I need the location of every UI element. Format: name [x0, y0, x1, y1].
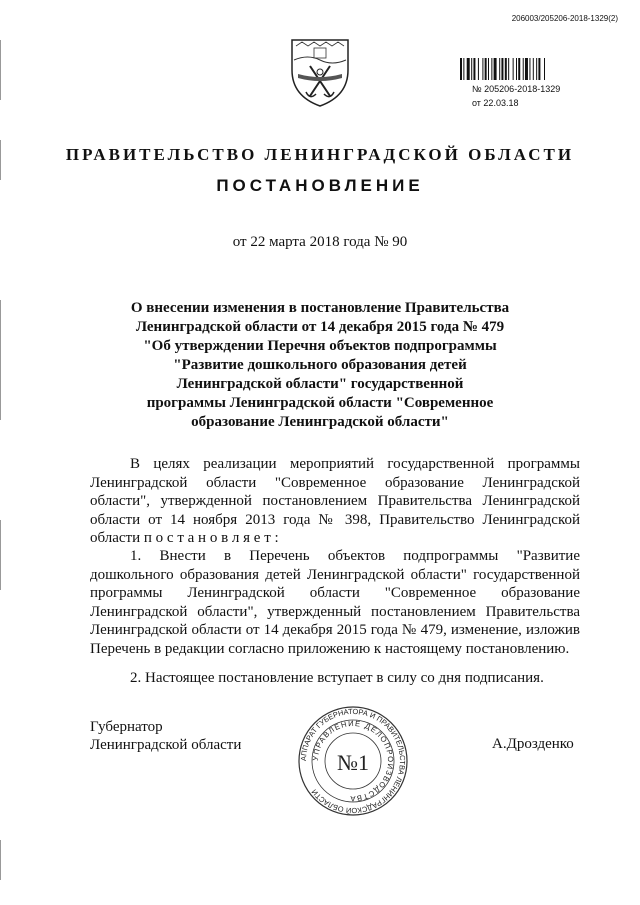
- registration-number: № 205206-2018-1329: [472, 84, 561, 94]
- government-title: ПРАВИТЕЛЬСТВО ЛЕНИНГРАДСКОЙ ОБЛАСТИ: [65, 145, 575, 164]
- subject-line: "Об утверждении Перечня объектов подпрограммы: [143, 338, 497, 354]
- official-stamp: [297, 705, 409, 817]
- resolution-item-1: 1. Внести в Перечень объектов подпрограммы "Развитие дошкольного образования детей Ленинградской области" государственной программы Ленинградской области "Современное образование Ленинградской области", утвержденный постановлением Правительства Ленинградской области от 14 декабря 2015 года № 479, изменение, изложив Перечень в редакции согласно приложению к настоящему постановлению.: [90, 548, 580, 657]
- stamp-number: №1: [337, 750, 369, 775]
- position-line: Ленинградской области: [90, 737, 242, 753]
- stamp-outer-text: АППАРАТ ГУБЕРНАТОРА И ПРАВИТЕЛЬСТВА ЛЕНИНГРАДСКОЙ ОБЛАСТИ: [298, 706, 408, 816]
- subject-line: образование Ленинградской области": [191, 414, 449, 430]
- margin-mark: [0, 40, 1, 100]
- subject-line: программы Ленинградской области "Современное: [146, 395, 494, 411]
- margin-mark: [0, 300, 1, 420]
- document-type: ПОСТАНОВЛЕНИЕ: [216, 176, 424, 195]
- subject-line: "Развитие дошкольного образования детей: [173, 357, 467, 373]
- subject-line: Ленинградской области" государственной: [176, 376, 464, 392]
- document-number: 206003/205206-2018-1329(2): [511, 14, 618, 23]
- subject-line: О внесении изменения в постановление Правительства: [130, 300, 510, 316]
- subject-line: Ленинградской области от 14 декабря 2015 года № 479: [135, 319, 505, 335]
- stamp-inner-text: УПРАВЛЕНИЕ ДЕЛОПРОИЗВОДСТВА: [310, 718, 396, 804]
- signatory-name: А.Дрозденко: [492, 736, 574, 752]
- signatory-position: [90, 718, 241, 754]
- document-subject: [120, 299, 520, 432]
- coat-of-arms-icon: [288, 36, 352, 108]
- resolution-item-2: 2. Настоящее постановление вступает в силу со дня подписания.: [130, 670, 544, 686]
- registration-date: от 22.03.18: [472, 98, 519, 108]
- preamble-paragraph: В целях реализации мероприятий государственной программы Ленинградской области "Современное образование Ленинградской области", утвержденной постановлением Правительства Ленинградской области от 14 ноября 2013 года № 398, Правительство Ленинградской области п о с т а н о в л я е т :: [90, 456, 580, 546]
- position-line: Губернатор: [90, 719, 163, 735]
- document-date: от 22 марта 2018 года № 90: [232, 234, 408, 250]
- barcode: [460, 58, 600, 80]
- margin-mark: [0, 840, 1, 880]
- margin-mark: [0, 520, 1, 590]
